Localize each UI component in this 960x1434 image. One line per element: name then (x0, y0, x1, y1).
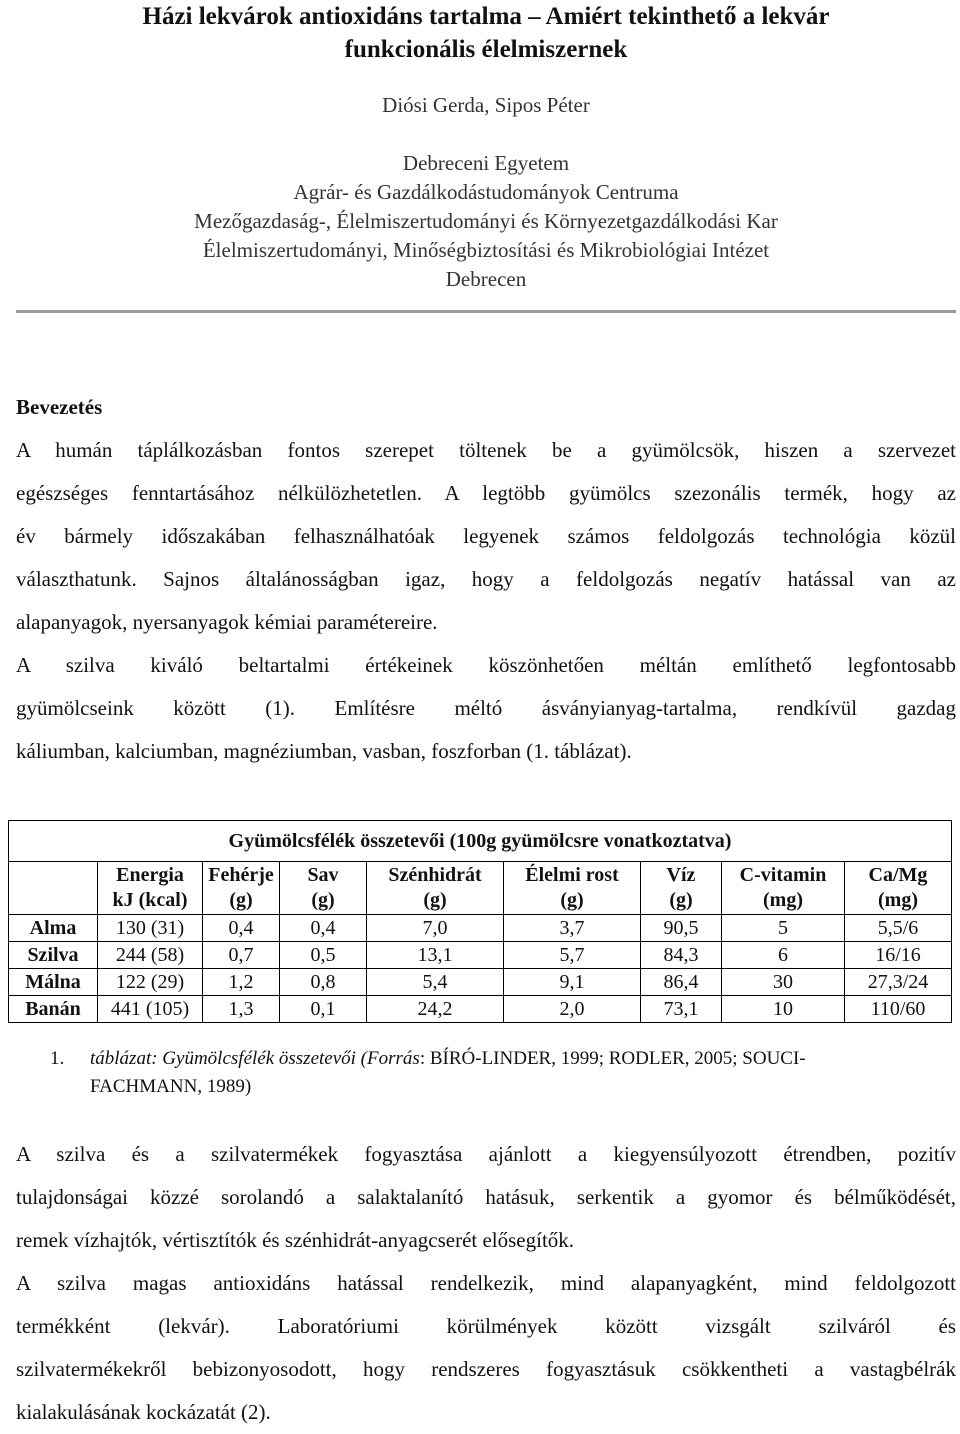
table-cell: 27,3/24 (845, 969, 952, 996)
table-cell: 130 (31) (98, 915, 203, 942)
table-header-cell: Energia kJ (kcal) (98, 862, 203, 915)
table-header-cell: Fehérje (g) (203, 862, 280, 915)
table-row (9, 969, 952, 996)
footnote-line-1 (50, 1045, 910, 1073)
row-label: Banán (9, 996, 98, 1023)
table-header-cell: Víz (g) (641, 862, 722, 915)
text-line: választhatunk. Sajnos általánosságban igaz, hogy a feldolgozás negatív hatással van az (16, 567, 956, 591)
table-cell: 13,1 (367, 942, 504, 969)
table-cell: 0,7 (203, 942, 280, 969)
table-header-cell: C-vitamin (mg) (722, 862, 845, 915)
text-line: szilvatermékekről bebizonyosodott, hogy rendszeres fogyasztásuk csökkentheti a vastagbélrák (16, 1357, 956, 1381)
text-line: termékként (lekvár). Laboratóriumi körülmények között vizsgált szilváról és (16, 1314, 956, 1338)
paragraph-intro-1 (16, 429, 956, 644)
table-cell: 5,7 (504, 942, 641, 969)
authors: Diósi Gerda, Sipos Péter (382, 93, 590, 117)
footnote-line-2: FACHMANN, 1989) (90, 1076, 252, 1097)
table-cell: 84,3 (641, 942, 722, 969)
table-row (9, 996, 952, 1023)
table-cell: 1,3 (203, 996, 280, 1023)
table-cell: 24,2 (367, 996, 504, 1023)
table-cell: 110/60 (845, 996, 952, 1023)
table-cell: 5,4 (367, 969, 504, 996)
table-cell: 10 (722, 996, 845, 1023)
table-cell: 5,5/6 (845, 915, 952, 942)
table-cell: 244 (58) (98, 942, 203, 969)
table-header-cell: Sav (g) (280, 862, 367, 915)
table-cell: 0,4 (280, 915, 367, 942)
table-header-empty (9, 862, 98, 915)
table-cell: 5 (722, 915, 845, 942)
table-row (9, 915, 952, 942)
table-cell: 7,0 (367, 915, 504, 942)
affiliation-line: Debrecen (445, 267, 527, 291)
table-cell: 0,4 (203, 915, 280, 942)
footnote-italic: táblázat: Gyümölcsfélék összetevői (Forrás (90, 1048, 420, 1069)
text-line: alapanyagok, nyersanyagok kémiai paramétereire. (16, 610, 438, 634)
text-line: A szilva és a szilvatermékek fogyasztása ajánlott a kiegyensúlyozott étrendben, pozitív (16, 1142, 956, 1166)
title-line-2: funkcionális élelmiszernek (344, 36, 628, 63)
footnote-text: : BÍRÓ-LINDER, 1999; RODLER, 2005; SOUCI- (419, 1048, 806, 1069)
section-heading: Bevezetés (16, 395, 103, 419)
row-label: Szilva (9, 942, 98, 969)
row-label: Málna (9, 969, 98, 996)
paper-title (60, 0, 912, 66)
table-header-row (9, 862, 952, 915)
footnote-number: 1. (50, 1048, 65, 1069)
table-cell: 122 (29) (98, 969, 203, 996)
table-caption-title: Gyümölcsfélék összetevői (100g gyümölcsre vonatkoztatva) (9, 821, 952, 862)
text-line: év bármely időszakában felhasználhatóak legyenek számos feldolgozás technológia közül (16, 524, 956, 548)
text-line: A szilva magas antioxidáns hatással rendelkezik, mind alapanyagként, mind feldolgozott (16, 1271, 956, 1295)
text-line: egészséges fenntartásához nélkülözhetetlen. A legtöbb gyümölcs szezonális termék, hogy az (16, 481, 956, 505)
composition-table (8, 820, 952, 1023)
text-line: A humán táplálkozásban fontos szerepet töltenek be a gyümölcsök, hiszen a szervezet (16, 438, 956, 462)
table-cell: 9,1 (504, 969, 641, 996)
table-cell: 0,8 (280, 969, 367, 996)
table-cell: 2,0 (504, 996, 641, 1023)
affiliation-line: Élelmiszertudományi, Minőségbiztosítási és Mikrobiológiai Intézet (202, 238, 770, 262)
title-line-1: Házi lekvárok antioxidáns tartalma – Amiért tekinthető a lekvár (142, 3, 830, 30)
table-cell: 86,4 (641, 969, 722, 996)
table-cell: 30 (722, 969, 845, 996)
table-cell: 16/16 (845, 942, 952, 969)
table-cell: 0,1 (280, 996, 367, 1023)
table-header-cell: Ca/Mg (mg) (845, 862, 952, 915)
affiliation-line: Agrár- és Gazdálkodástudományok Centruma (293, 180, 679, 204)
text-line: A szilva kiváló beltartalmi értékeinek köszönhetően méltán említhető legfontosabb (16, 653, 956, 677)
affiliation-line: Mezőgazdaság-, Élelmiszertudományi és Környezetgazdálkodási Kar (194, 209, 778, 233)
affiliation-line: Debreceni Egyetem (402, 151, 570, 175)
text-line: gyümölcseink között (1). Említésre méltó ásványianyag-tartalma, rendkívül gazdag (16, 696, 956, 720)
table-row (9, 942, 952, 969)
paragraph-body-2 (16, 1262, 956, 1434)
table-cell: 0,5 (280, 942, 367, 969)
table-cell: 73,1 (641, 996, 722, 1023)
table-cell: 441 (105) (98, 996, 203, 1023)
paragraph-intro-2 (16, 644, 956, 773)
paragraph-body-1 (16, 1133, 956, 1262)
table-header-cell: Élelmi rost (g) (504, 862, 641, 915)
header-divider (16, 310, 956, 313)
table-cell: 1,2 (203, 969, 280, 996)
row-label: Alma (9, 915, 98, 942)
text-line: remek vízhajtók, vértisztítók és szénhidrát-anyagcserét elősegítők. (16, 1228, 575, 1252)
table-cell: 90,5 (641, 915, 722, 942)
text-line: kialakulásának kockázatát (2). (16, 1400, 271, 1424)
table-cell: 6 (722, 942, 845, 969)
text-line: tulajdonságai közzé sorolandó a salaktalanító hatásuk, serkentik a gyomor és bélműködését, (16, 1185, 956, 1209)
table-footnote (50, 1045, 910, 1101)
table-cell: 3,7 (504, 915, 641, 942)
text-line: káliumban, kalciumban, magnéziumban, vasban, foszforban (1. táblázat). (16, 739, 632, 763)
table-header-cell: Szénhidrát (g) (367, 862, 504, 915)
